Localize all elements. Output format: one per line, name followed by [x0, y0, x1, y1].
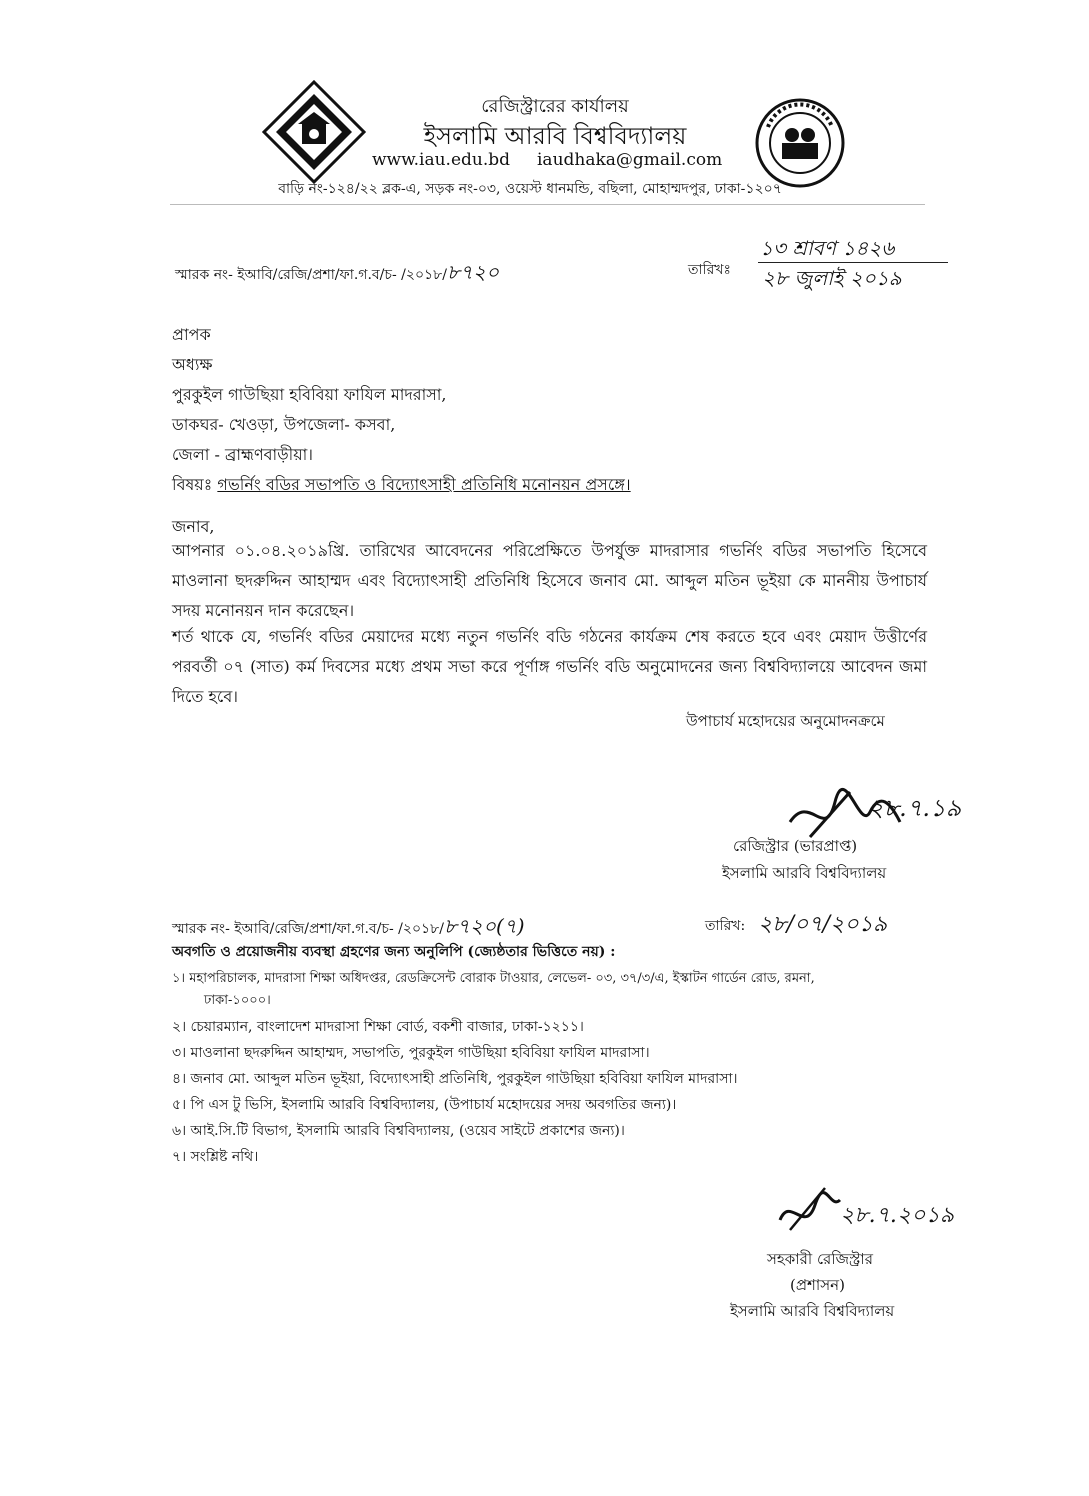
recipient-line: প্রাপক [172, 325, 211, 344]
copy-list-item: ঢাকা-১০০০। [204, 993, 271, 1008]
university-name: ইসলামি আরবি বিশ্ববিদ্যালয় [423, 122, 687, 150]
seal-logo-right [754, 97, 846, 189]
memo-date-label: তারিখঃ [688, 262, 731, 278]
email: iaudhaka@gmail.com [537, 150, 723, 170]
memo-ref-handwritten: ৮৭২০ [446, 260, 499, 284]
copy-date-handwritten: ২৮/০৭/২০১৯ [758, 912, 888, 937]
copy-heading: অবগতি ও প্রয়োজনীয় ব্যবস্থা গ্রহণের জন্য অনুলিপি (জ্যেষ্ঠতার ভিত্তিতে নয়) : [172, 944, 616, 960]
university-logo-left [262, 80, 366, 184]
signature-2-date: ২৮.৭.২০১৯ [840, 1203, 955, 1228]
signature-mark-2 [770, 1180, 850, 1240]
memo-ref-label: স্মারক নং- ইআবি/রেজি/প্রশা/ফা.গ.ব/চ- /২০১৮/ [175, 267, 447, 283]
signature-1-date: ২৮.৭.১৯ [868, 794, 962, 822]
recipient-block [172, 320, 772, 470]
approval-note: উপাচার্য মহোদয়ের অনুমোদনক্রমে [686, 712, 885, 730]
body-paragraph-1: আপনার ০১.০৪.২০১৯খ্রি. তারিখের আবেদনের পরিপ্রেক্ষিতে উপর্যুক্ত মাদরাসার গভর্নিং বডির সভাপতি হিসেবে মাওলানা ছদরুদ্দিন আহাম্মদ এবং বিদ্যোৎসাহী প্রতিনিধি হিসেবে জনাব মো. আব্দুল মতিন ভূইয়া কে মাননীয় উপাচার্য সদয় মনোনয়ন দান করেছেন। [172, 541, 927, 620]
copy-ref-handwritten: ৮৭২০(৭) [443, 914, 525, 938]
copy-list-item: ৩। মাওলানা ছদরুদ্দিন আহাম্মদ, সভাপতি, পুরকুইল গাউছিয়া হবিবিয়া ফাযিল মাদরাসা। [172, 1045, 650, 1061]
subject [172, 470, 932, 500]
memo-date-handwritten-2: ২৮ জুলাই ২০১৯ [762, 266, 902, 290]
copy-ref-label: স্মারক নং- ইআবি/রেজি/প্রশা/ফা.গ.ব/চ- /২০১৮/ [172, 921, 444, 937]
memo-date-handwritten-1: ১৩ শ্রাবণ ১৪২৬ [760, 236, 895, 260]
header-divider [170, 204, 925, 205]
signature-2-org: ইসলামি আরবি বিশ্ববিদ্যালয় [730, 1302, 895, 1320]
recipient-line: ডাকঘর- খেওড়া, উপজেলা- কসবা, [172, 415, 396, 434]
copy-list-item: ৫। পি এস টু ভিসি, ইসলামি আরবি বিশ্ববিদ্যালয়, (উপাচার্য মহোদয়ের সদয় অবগতির জন্য)। [172, 1097, 677, 1113]
office-name: রেজিস্ট্রারের কার্যালয় [481, 96, 629, 117]
copy-list-item: ৪। জনাব মো. আব্দুল মতিন ভূইয়া, বিদ্যোৎসাহী প্রতিনিধি, পুরকুইল গাউছিয়া হবিবিয়া ফাযিল মাদরাসা। [172, 1071, 738, 1087]
date-rule [758, 262, 948, 263]
copy-list [172, 968, 932, 1168]
subject-text: গভর্নিং বডির সভাপতি ও বিদ্যোৎসাহী প্রতিনিধি মনোনয়ন প্রসঙ্গে। [217, 475, 631, 494]
copy-list-item: ২। চেয়ারম্যান, বাংলাদেশ মাদরাসা শিক্ষা বোর্ড, বকশী বাজার, ঢাকা-১২১১। [172, 1019, 584, 1035]
subject-label: বিষয়ঃ [172, 475, 213, 494]
recipient-line: জেলা - ব্রাহ্মণবাড়ীয়া। [172, 445, 313, 464]
copy-date-label: তারিখ: [705, 918, 746, 934]
address: বাড়ি নং-১২৪/২২ ব্লক-এ, সড়ক নং-০৩, ওয়েস্ট ধানমন্ডি, বছিলা, মোহাম্মদপুর, ঢাকা-১২০৭ [278, 181, 782, 197]
signature-2-title: সহকারী রেজিস্ট্রার [767, 1250, 873, 1268]
recipient-line: অধ্যক্ষ [172, 355, 213, 374]
website: www.iau.edu.bd [372, 150, 511, 170]
salutation: জনাব, [172, 517, 215, 536]
copy-list-item: ১। মহাপরিচালক, মাদরাসা শিক্ষা অধিদপ্তর, রেডক্রিসেন্ট বোরাক টাওয়ার, লেভেল- ০৩, ৩৭/৩/এ, ইস্কাটন গার্ডেন রোড, রমনা, [172, 971, 815, 986]
signature-2-dept: (প্রশাসন) [790, 1276, 845, 1294]
memo-ref [175, 258, 499, 291]
signature-1-org: ইসলামি আরবি বিশ্ববিদ্যালয় [722, 864, 887, 882]
signature-1-title: রেজিস্ট্রার (ভারপ্রাপ্ত) [733, 837, 858, 855]
copy-list-item: ৭। সংশ্লিষ্ট নথি। [172, 1149, 259, 1165]
recipient-line: পুরকুইল গাউছিয়া হবিবিয়া ফাযিল মাদরাসা, [172, 385, 447, 404]
copy-list-item: ৬। আই.সি.টি বিভাগ, ইসলামি আরবি বিশ্ববিদ্যালয়, (ওয়েব সাইটে প্রকাশের জন্য)। [172, 1123, 625, 1139]
body-paragraph-2: শর্ত থাকে যে, গভর্নিং বডির মেয়াদের মধ্যে নতুন গভর্নিং বডি গঠনের কার্যক্রম শেষ করতে হবে এবং মেয়াদ উত্তীর্ণের পরবর্তী ০৭ (সাত) কর্ম দিবসের মধ্যে প্রথম সভা করে পূর্ণাঙ্গ গভর্নিং বডি অনুমোদনের জন্য বিশ্ববিদ্যালয়ে আবেদন জমা দিতে হবে। [172, 627, 927, 706]
